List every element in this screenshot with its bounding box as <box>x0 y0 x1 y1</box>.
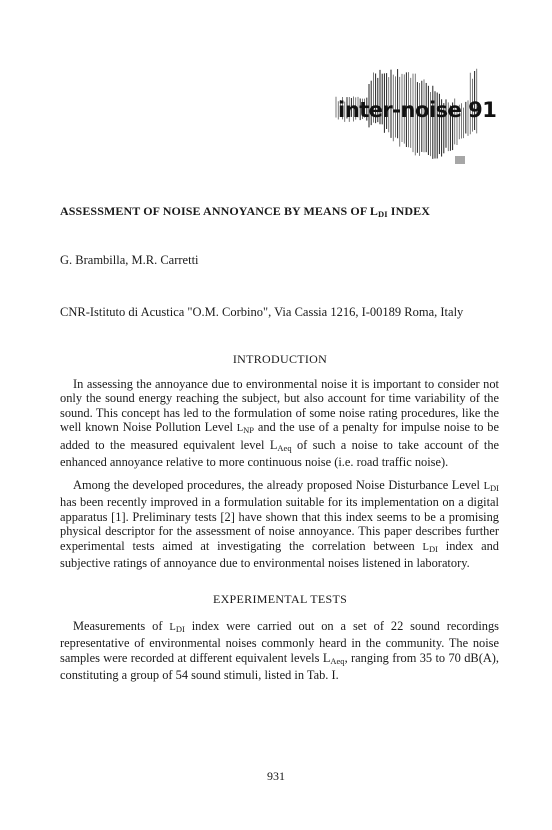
introduction-paragraph-2: Among the developed procedures, the already proposed Noise Disturbance Level $L_{DI}$ has been recently improved in a formulation suitable for its implementation on a digital apparatus [1]. Preliminary tests [2] have shown that this index seems to be a promising physical descriptor for the assessment of noise annoyance. This paper describes further experimental tests aimed at investigating the correlation between $L_{DI}$ index and subjective ratings of annoyance due to environmental noises listened in laboratory. <box>60 478 500 571</box>
section-heading-experimental-tests: EXPERIMENTAL TESTS <box>212 592 348 606</box>
paper-affiliation: CNR-Istituto di Acustica "O.M. Corbino", Via Cassia 1216, I-00189 Roma, Italy <box>60 305 464 319</box>
introduction-paragraph-1: In assessing the annoyance due to environmental noise it is important to consider not only the sound energy reaching the subject, but also account for time variability of the sound. This concept has led to the formulation of some noise rating procedures, like the well known Noise Pollution Level $L_{NP}$ and the use of a penalty for impulse noise to be added to the measured equivalent level $L_{Aeq}$ of such a noise to take account of the enhanced annoyance relative to more continuous noise (i.e. road traffic noise). <box>60 377 500 470</box>
logo-text: inter-noise 91 <box>338 98 497 122</box>
inter-noise-91-logo <box>330 58 497 166</box>
experimental-paragraph-1: Measurements of $L_{DI}$ index were carried out on a set of 22 sound recordings representative of environmental noises commonly heard in the community. The noise samples were recorded at different equivalent levels $L_{Aeq}$, ranging from 35 to 70 dB(A), constituting a group of 54 sound stimuli, listed in Tab. I. <box>60 619 499 683</box>
section-heading-introduction: INTRODUCTION <box>232 352 328 366</box>
page-number: 931 <box>267 769 285 783</box>
paper-authors: G. Brambilla, M.R. Carretti <box>60 253 199 267</box>
paper-title: ASSESSMENT OF NOISE ANNOYANCE BY MEANS OF $L_{DI}$ INDEX <box>60 204 430 219</box>
